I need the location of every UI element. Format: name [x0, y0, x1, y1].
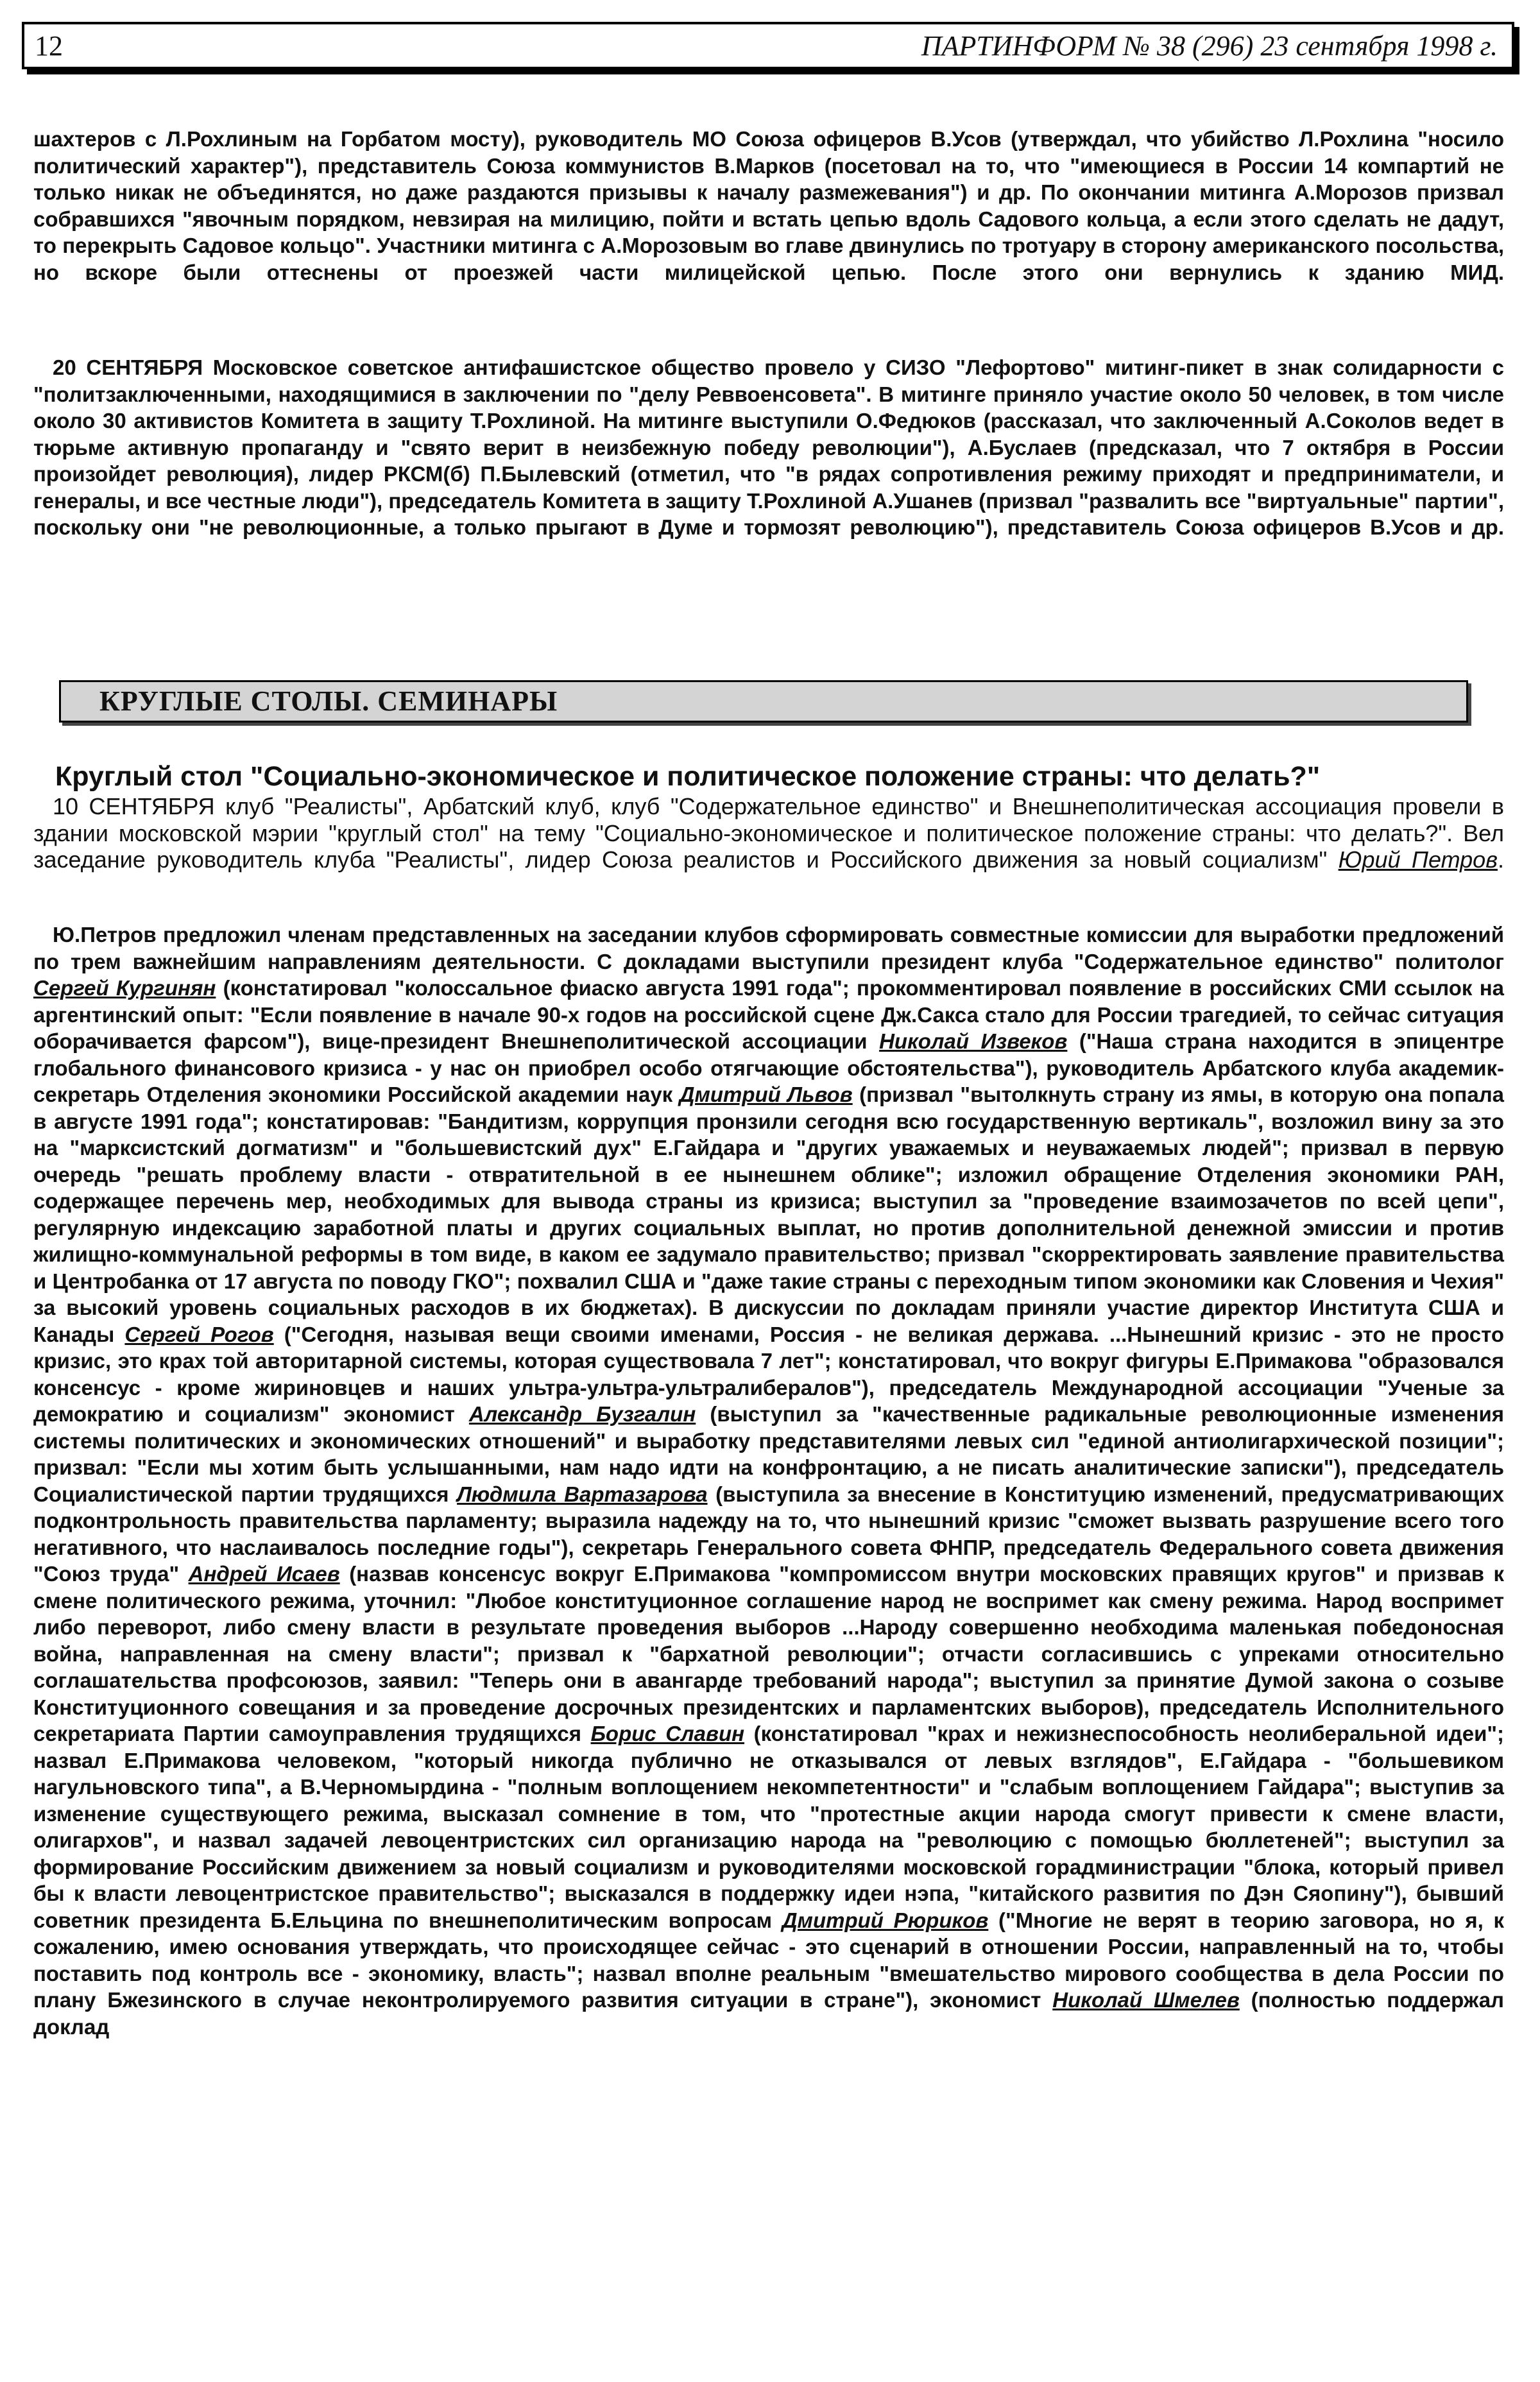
person-name: Александр Бузгалин [468, 1402, 696, 1426]
person-name: Сергей Кургинян [33, 976, 216, 1000]
article-lead [33, 793, 1504, 900]
person-name: Дмитрий Львов [679, 1083, 853, 1106]
body-text: (назвав консенсус вокруг Е.Примакова "компромиссом внутри московских правящих кругов" и призвав к смене политического режима, уточнил: "Любое конституционное соглашение народ не воспримет как смену режима. Народ воспримет либо переворот, либо смену власти в результате проведения выборов ...Народу совершенно необходима маленькая победоносная война, направленная на смену власти"; призвал к "бархатной революции"; отчасти согласившись с упреками относительно соглашательства профсоюзов, заявил: "Теперь они в авангарде требований народа"; выступил за принятие Думой закона о созыве Конституционного совещания и за проведение досрочных президентских и парламентских выборов), председатель Исполнительного секретариата Партии самоуправления трудящихся [33, 1562, 1505, 1745]
body-text: (выступила за внесение в Конституцию изменений, предусматривающих подконтрольность правительства парламенту; выразила надежду на то, что нынешний кризис "сможет вызвать разрушение всего того негативного, что наслаивалось последние годы"), секретарь Генерального совета ФНПР, председатель Федерального совета движения "Союз труда" [33, 1482, 1505, 1586]
person-name: Сергей Рогов [124, 1322, 274, 1346]
page-header [22, 22, 1514, 69]
section-one [33, 126, 1504, 313]
article-body [33, 921, 1504, 2067]
body-text: (констатировал "крах и нежизнеспособность неолиберальной идеи"; назвал Е.Примакова человеком, "который никогда публично не отказывался от левых взглядов", Е.Гайдара - "большевиком нагульновского типа", а В.Черномырдина - "полным воплощением некомпетентности" и "слабым воплощением Гайдара"; выступив за изменение существующего режима, высказал сомнение в том, что "протестные акции народа смогут привести к смене власти, олигархов", и назвал задачей левоцентристских сил организацию народа на "революцию с помощью бюллетеней"; выступил за формирование Российским движением за новый социализм и руководителями московской горадминистрации "блока, который привел бы к власти левоцентристское правительство"; высказался в поддержку идеи нэпа, "китайского развития по Дэн Сяопину"), бывший советник президента Б.Ельцина по внешнеполитическим вопросам [33, 1722, 1505, 1932]
body-text: (полностью поддержал доклад [33, 1988, 1505, 2039]
article-title: Круглый стол "Социально-экономическое и политическое положение страны: что делать?" [55, 761, 1321, 792]
paragraph-rally-continued: шахтеров с Л.Рохлиным на Горбатом мосту), руководитель МО Союза офицеров В.Усов (утверждал, что убийство Л.Рохлина "носило политический характер"), представитель Союза коммунистов В.Марков (посетовал на то, что "имеющиеся в России 14 компартий не только никак не объединятся, но даже раздаются призывы к началу размежевания") и др. По окончании митинга А.Морозов призвал собравшихся "явочным порядком, невзирая на милицию, пойти и встать цепью вдоль Садового кольца, а если этого сделать не дадут, то перекрыть Садовое кольцо". Участники митинга с А.Морозовым во главе двинулись по тротуару в сторону американского посольства, но вскоре были оттеснены от проезжей части милицейской цепью. После этого они вернулись к зданию МИД. [33, 127, 1504, 284]
person-name: Андрей Исаев [188, 1562, 340, 1586]
lead-end: . [1497, 846, 1504, 873]
person-name: Юрий Петров [1338, 846, 1498, 873]
section-banner-label: КРУГЛЫЕ СТОЛЫ. СЕМИНАРЫ [99, 685, 558, 717]
issue-info: ПАРТИНФОРМ № 38 (296) 23 сентября 1998 г. [921, 30, 1498, 62]
paragraph-lefortovo-rally: 20 СЕНТЯБРЯ Московское советское антифашистское общество провело у СИЗО "Лефортово" митинг-пикет в знак солидарности с "политзаключенными, находящимися в заключении по "делу Реввоенсовета". В митинге приняло участие около 50 человек, в том числе около 30 активистов Комитета в защиту Т.Рохлиной. На митинге выступили О.Федюков (рассказал, что заключенный А.Соколов ведет в тюрьме активную пропаганду и "свято верит в неизбежную победу революции"), А.Буслаев (предсказал, что 7 октября в России произойдет революция), лидер РКСМ(б) П.Былевский (отметил, что "в рядах сопротивления режиму приходят и предприниматели, и генералы, и все честные люди"), председатель Комитета в защиту Т.Рохлиной А.Ушанев (призвал "развалить все "виртуальные" партии", поскольку они "не революционные, а только прыгают в Думе и тормозят революцию"), представитель Союза офицеров В.Усов и др. [33, 356, 1504, 539]
lead-text: 10 СЕНТЯБРЯ клуб "Реалисты", Арбатский клуб, клуб "Содержательное единство" и Внешнеполитическая ассоциация провели в здании московской мэрии "круглый стол" на тему "Социально-экономическое и политическое положение страны: что делать?". Вел заседание руководитель клуба "Реалисты", лидер Союза реалистов и Российского движения за новый социализм" [33, 793, 1504, 873]
body-paragraph [33, 921, 1504, 2067]
person-name: Людмила Вартазарова [457, 1482, 708, 1506]
person-name: Николай Шмелев [1052, 1988, 1240, 2012]
person-name: Борис Славин [590, 1722, 745, 1745]
body-text: ("Многие не верят в теорию заговора, но я, к сожалению, имею основания утверждать, что происходящее сейчас - это сценарий в отношении России, направленный на то, чтобы поставить под контроль все - экономику, власть"; назвал вполне реальным "вмешательство мирового сообщества в дела России по плану Бжезинского в случае неконтролируемого развития ситуации в стране"), экономист [33, 1908, 1504, 2012]
body-text: (выступил за "качественные радикальные революционные изменения системы политических и экономических отношений" и выработку представителями левых сил "единой антиолигархической позиции"; призвал: "Если мы хотим быть услышанными, нам надо идти на конфронтацию, а не писать аналитические записки"), председатель Социалистической партии трудящихся [33, 1402, 1504, 1506]
body-text: (констатировал "колоссальное фиаско августа 1991 года"; прокомментировал появление в российских СМИ ссылок на аргентинский опыт: "Если появление в начале 90-х годов на российской сцене Дж.Сакса стало для России трагедией, то сейчас ситуация оборачивается фарсом"), вице-президент Внешнеполитической ассоциации [33, 976, 1504, 1053]
page-number: 12 [35, 30, 63, 62]
body-text: ("Наша страна находится в эпицентре глобального финансового кризиса - у нас он приобрел особо отягчающие обстоятельства"), руководитель Арбатского клуба академик-секретарь Отделения экономики Российской академии наук [33, 1029, 1504, 1106]
body-text: Ю.Петров предложил членам представленных на заседании клубов сформировать совместные комиссии для выработки предложений по трем важнейшим направлениям деятельности. С докладами выступили президент клуба "Содержательное единство" политолог [33, 923, 1504, 973]
person-name: Николай Извеков [879, 1029, 1068, 1053]
section-two [33, 354, 1504, 567]
body-text: ("Сегодня, называя вещи своими именами, Россия - не великая держава. ...Нынешний кризис - это не просто кризис, это крах той авторитарной системы, которая существовала 7 лет"; констатировал, что вокруг фигуры Е.Примакова "образовался консенсус - кроме жириновцев и наших ультра-ультра-ультралибералов"), председатель Международной ассоциации "Ученые за демократию и социализм" экономист [33, 1322, 1504, 1426]
section-banner [59, 680, 1468, 723]
lead-paragraph [33, 793, 1504, 900]
person-name: Дмитрий Рюриков [782, 1908, 989, 1932]
body-text: (призвал "вытолкнуть страну из ямы, в которую она попала в августе 1991 года"; констатировав: "Бандитизм, коррупция пронзили сегодня всю государственную вертикаль", возложил вину за это на "марксистский догматизм" и "большевистский дух" Е.Гайдара и "других уважаемых и неуважаемых людей"; призвал в первую очередь "решать проблему власти - отвратительной в ее нынешнем облике"; изложил обращение Отделения экономики РАН, содержащее перечень мер, необходимых для вывода страны из кризиса; выступил за "проведение взаимозачетов по всей цепи", регулярную индексацию заработной платы и других социальных выплат, но против дополнительной денежной эмиссии и против жилищно-коммунальной реформы в том виде, в каком ее задумало правительство; призвал "скорректировать заявление правительства и Центробанка от 17 августа по поводу ГКО"; похвалил США и "даже такие страны с переходным типом экономики как Словения и Чехия" за высокий уровень социальных расходов в их бюджетах). В дискуссии по докладам приняли участие директор Института США и Канады [33, 1083, 1505, 1346]
